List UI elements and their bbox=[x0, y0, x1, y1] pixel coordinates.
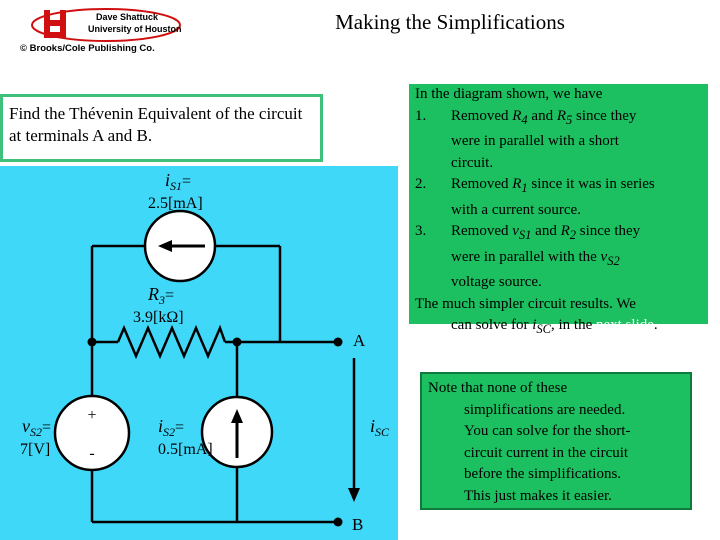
explanation-item-1: 1. Removed $R_4$ and $R_5$ since they bbox=[415, 107, 637, 127]
terminal-b-node bbox=[334, 518, 343, 527]
is2-value: 0.5[mA] bbox=[158, 441, 213, 458]
explanation-item-3: 3. Removed $v_{S1}$ and $R_2$ since they bbox=[415, 223, 641, 242]
r3-resistor bbox=[118, 328, 225, 356]
isc-arrow-head bbox=[348, 488, 360, 502]
next-slide-link[interactable]: next slide bbox=[595, 317, 654, 333]
explanation-closing: The much simpler circuit results. We bbox=[415, 295, 636, 312]
terminal-a-label: A bbox=[353, 331, 366, 350]
vs2-plus-sign: + bbox=[87, 407, 97, 424]
explanation-intro: In the diagram shown, we have bbox=[415, 86, 603, 102]
logo-line1: Dave Shattuck bbox=[96, 12, 159, 22]
problem-text: Find the Thévenin Equivalent of the circuit at terminals A and B. bbox=[9, 104, 303, 145]
logo-copyright: © Brooks/Cole Publishing Co. bbox=[20, 43, 155, 54]
isc-label: $i_{SC}$ bbox=[370, 416, 390, 439]
logo-line2: University of Houston bbox=[88, 24, 182, 34]
circuit-diagram bbox=[0, 166, 398, 540]
terminal-b-label: B bbox=[352, 515, 364, 534]
vs2-label: $v_{S2}=$ bbox=[22, 416, 52, 439]
explanation-item-2: 2. Removed $R_1$ since it was in series bbox=[415, 176, 655, 195]
explanation-box: In the diagram shown, we have 1. Removed $R_4$ and $R_5$ since they were in parallel with a short circuit. 2. Removed $R_1$ since it was in series with a current source. 3. Removed $v_{S1}$ and $R_2$ since they were in parallel with the $v_{S2}$ voltage source. The much simpler circuit results. We can solve for $i_{SC}$, in the next slide. bbox=[409, 84, 708, 324]
note-line-1: Note that none of these bbox=[428, 380, 568, 396]
university-logo bbox=[6, 4, 182, 54]
is2-label: $i_{S2}=$ bbox=[158, 416, 185, 439]
vs2-minus-sign: - bbox=[89, 445, 95, 462]
node-middle-top bbox=[233, 338, 242, 347]
node-left-top bbox=[88, 338, 97, 347]
is1-value: 2.5[mA] bbox=[148, 195, 203, 212]
terminal-a-node bbox=[334, 338, 343, 347]
vs2-value: 7[V] bbox=[20, 441, 51, 458]
note-box: Note that none of these simplifications are needed. You can solve for the short- circuit current in the circuit before the simplifications. This just makes it easier. bbox=[420, 372, 692, 510]
r3-value: 3.9[kΩ] bbox=[133, 309, 184, 326]
problem-statement-box bbox=[0, 94, 323, 162]
is1-label: $i_{S1}=$ bbox=[165, 170, 192, 193]
page-title: Making the Simplifications bbox=[335, 10, 565, 34]
circuit-wires bbox=[92, 246, 338, 522]
r3-label: $R_3=$ bbox=[148, 284, 175, 307]
